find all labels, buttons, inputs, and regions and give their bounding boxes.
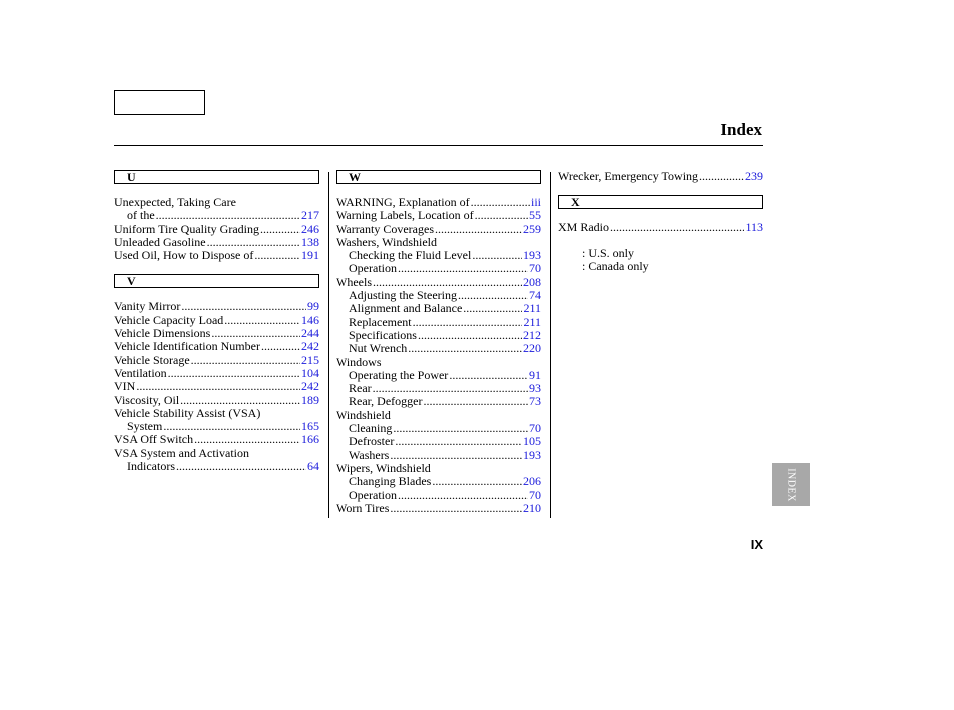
page-link[interactable]: 138 [301, 234, 319, 249]
leader-dots [191, 354, 300, 367]
leader-dots [610, 221, 744, 234]
page-link[interactable]: 244 [301, 326, 319, 341]
entry-label: Operation [349, 487, 397, 502]
letter-heading: U [114, 170, 319, 184]
leader-dots [398, 489, 528, 502]
index-entry [114, 433, 319, 446]
leader-dots [136, 380, 300, 393]
entry-label: Alignment and Balance [349, 301, 463, 316]
column-divider [550, 172, 551, 518]
page-link[interactable]: 91 [529, 367, 541, 382]
page-link[interactable]: 191 [301, 248, 319, 263]
entry-label: Wrecker, Emergency Towing [558, 169, 699, 183]
page-link[interactable]: 74 [529, 288, 541, 303]
page-link[interactable]: 93 [529, 381, 541, 396]
letter-heading: V [114, 274, 319, 288]
entry-label: Used Oil, How to Dispose of [114, 248, 254, 263]
index-entry [336, 369, 541, 382]
page-link[interactable]: 193 [523, 248, 541, 263]
page-number: IX [750, 537, 763, 552]
page-link[interactable]: 70 [529, 421, 541, 436]
index-entry [114, 223, 319, 236]
page-link[interactable]: 208 [523, 274, 541, 289]
leader-dots [458, 289, 528, 302]
spacer [558, 183, 763, 195]
index-entry [114, 209, 319, 222]
index-entry [114, 249, 319, 262]
leader-dots [699, 170, 744, 183]
page-link[interactable]: 105 [523, 434, 541, 449]
entry-label: Viscosity, Oil [114, 392, 180, 407]
page-link[interactable]: 193 [523, 447, 541, 462]
entry-label: Unleaded Gasoline [114, 234, 206, 249]
leader-dots [163, 420, 300, 433]
legend-item: : Canada only [582, 258, 649, 273]
entry-label: of the [127, 208, 155, 223]
index-entry [114, 314, 319, 327]
entry-label: Indicators [127, 459, 175, 474]
leader-dots [373, 276, 522, 289]
entry-label: Changing Blades [349, 474, 432, 489]
index-entry [336, 276, 541, 289]
entry-label: Vehicle Identification Number [114, 339, 260, 354]
page-link[interactable]: 55 [529, 208, 541, 223]
page-link[interactable]: iii [530, 195, 541, 209]
leader-dots [418, 329, 522, 342]
entry-label: System [127, 419, 163, 434]
index-entry [336, 249, 541, 262]
leader-dots [156, 209, 300, 222]
leader-dots [180, 394, 300, 407]
index-entry [114, 394, 319, 407]
leader-dots [207, 236, 300, 249]
index-entry [336, 342, 541, 355]
leader-dots [254, 249, 300, 262]
index-entry: VSA System and Activation [114, 445, 249, 460]
index-entry [336, 302, 541, 315]
nav-box [114, 90, 205, 115]
column-divider [328, 172, 329, 518]
index-entry [336, 209, 541, 222]
entry-label: Vehicle Dimensions [114, 326, 211, 341]
entry-label: VIN [114, 379, 136, 394]
leader-dots [475, 209, 528, 222]
index-entry [336, 475, 541, 488]
page-link[interactable]: 211 [523, 301, 541, 316]
page-link[interactable]: 211 [523, 314, 541, 329]
entry-label: Nut Wrench [349, 341, 408, 356]
index-entry: Windshield [336, 407, 391, 422]
leader-dots [168, 367, 300, 380]
page-link[interactable]: 259 [523, 221, 541, 236]
index-column-1 [114, 170, 319, 473]
entry-label: Vehicle Storage [114, 352, 190, 367]
leader-dots [393, 422, 528, 435]
entry-label: XM Radio [558, 220, 609, 235]
index-entry [336, 395, 541, 408]
index-entry [336, 449, 541, 462]
index-column-2 [336, 170, 541, 515]
entry-label: Worn Tires [336, 500, 390, 515]
index-entry: Unexpected, Taking Care [114, 195, 236, 209]
entry-label: Operating the Power [349, 367, 449, 382]
index-entry [558, 221, 763, 234]
index-entry [336, 435, 541, 448]
entry-label: WARNING, Explanation of [336, 195, 470, 209]
entry-label: Rear, Defogger [349, 394, 423, 409]
entry-label: Operation [349, 261, 397, 276]
page-link[interactable]: 246 [301, 221, 319, 236]
entry-label: Specifications [349, 327, 417, 342]
leader-dots [463, 302, 522, 315]
index-entry: Windows [336, 354, 382, 369]
index-entry [558, 170, 763, 183]
index-side-tab[interactable] [772, 463, 810, 506]
leader-dots [176, 460, 306, 473]
index-entry: Wipers, Windshield [336, 460, 431, 475]
leader-dots [423, 395, 528, 408]
entry-label: Vanity Mirror [114, 299, 181, 314]
index-entry [336, 262, 541, 275]
entry-label: Wheels [336, 274, 372, 289]
page-link[interactable]: 217 [301, 208, 319, 223]
leader-dots [435, 223, 522, 236]
leader-dots [432, 475, 522, 488]
leader-dots [449, 369, 528, 382]
entry-label: Adjusting the Steering [349, 288, 457, 303]
leader-dots [211, 327, 300, 340]
legend-item: : U.S. only [582, 245, 635, 260]
index-entry [114, 460, 319, 473]
page-link[interactable]: 104 [301, 365, 319, 380]
index-entry: Vehicle Stability Assist (VSA) [114, 405, 261, 420]
index-entry [114, 327, 319, 340]
page-link[interactable]: 165 [301, 419, 319, 434]
page-link[interactable]: 166 [301, 432, 319, 447]
page-link[interactable]: 189 [301, 392, 319, 407]
entry-label: Replacement [349, 314, 412, 329]
leader-dots [181, 300, 306, 313]
page-link[interactable]: 146 [301, 312, 319, 327]
page-link[interactable]: 64 [307, 459, 319, 474]
page-link[interactable]: 206 [523, 474, 541, 489]
entry-label: Uniform Tire Quality Grading [114, 221, 259, 236]
index-entry [114, 300, 319, 313]
leader-dots [472, 249, 522, 262]
page-link[interactable]: 210 [523, 500, 541, 515]
spacer [558, 235, 763, 247]
index-entry [336, 382, 541, 395]
leader-dots [261, 340, 300, 353]
index-entry [336, 489, 541, 502]
leader-dots [224, 314, 300, 327]
entry-label: Rear [349, 381, 372, 396]
index-column-3 [558, 170, 763, 273]
leader-dots [408, 342, 522, 355]
leader-dots [395, 435, 522, 448]
index-entry [336, 316, 541, 329]
header-rule [114, 145, 763, 146]
leader-dots [390, 502, 522, 515]
index-entry [114, 367, 319, 380]
page-link[interactable]: 113 [745, 220, 763, 235]
leader-dots [194, 433, 300, 446]
page-link[interactable]: 242 [301, 379, 319, 394]
index-entry [336, 223, 541, 236]
index-entry [336, 422, 541, 435]
index-entry [336, 329, 541, 342]
entry-label: VSA Off Switch [114, 432, 194, 447]
page-link[interactable]: 215 [301, 352, 319, 367]
index-entry: Washers, Windshield [336, 234, 437, 249]
letter-heading: W [336, 170, 541, 184]
index-entry [114, 340, 319, 353]
entry-label: Vehicle Capacity Load [114, 312, 224, 327]
page-link[interactable]: 212 [523, 327, 541, 342]
index-entry [114, 420, 319, 433]
side-tab-label: INDEX [785, 467, 797, 502]
letter-heading: X [558, 195, 763, 209]
index-entry [114, 354, 319, 367]
leader-dots [390, 449, 522, 462]
leader-dots [373, 382, 528, 395]
page-link[interactable]: 70 [529, 261, 541, 276]
entry-label: Ventilation [114, 365, 167, 380]
entry-label: Defroster [349, 434, 395, 449]
leader-dots [260, 223, 300, 236]
page-link[interactable]: 73 [529, 394, 541, 409]
page-link[interactable]: 242 [301, 339, 319, 354]
index-entry [336, 502, 541, 515]
entry-label: Warranty Coverages [336, 221, 434, 236]
entry-label: Warning Labels, Location of [336, 208, 474, 223]
leader-dots [398, 262, 528, 275]
index-entry [114, 236, 319, 249]
index-entry [336, 196, 541, 209]
page-link[interactable]: 99 [307, 299, 319, 314]
index-entry [114, 380, 319, 393]
page-link[interactable]: 220 [523, 341, 541, 356]
page-link[interactable]: 70 [529, 487, 541, 502]
entry-label: Cleaning [349, 421, 393, 436]
page-link[interactable]: 239 [745, 169, 763, 183]
page-title: Index [720, 120, 762, 139]
entry-label: Checking the Fluid Level [349, 248, 472, 263]
index-entry [336, 289, 541, 302]
spacer [114, 262, 319, 274]
leader-dots [413, 316, 523, 329]
entry-label: Washers [349, 447, 390, 462]
leader-dots [471, 196, 530, 209]
